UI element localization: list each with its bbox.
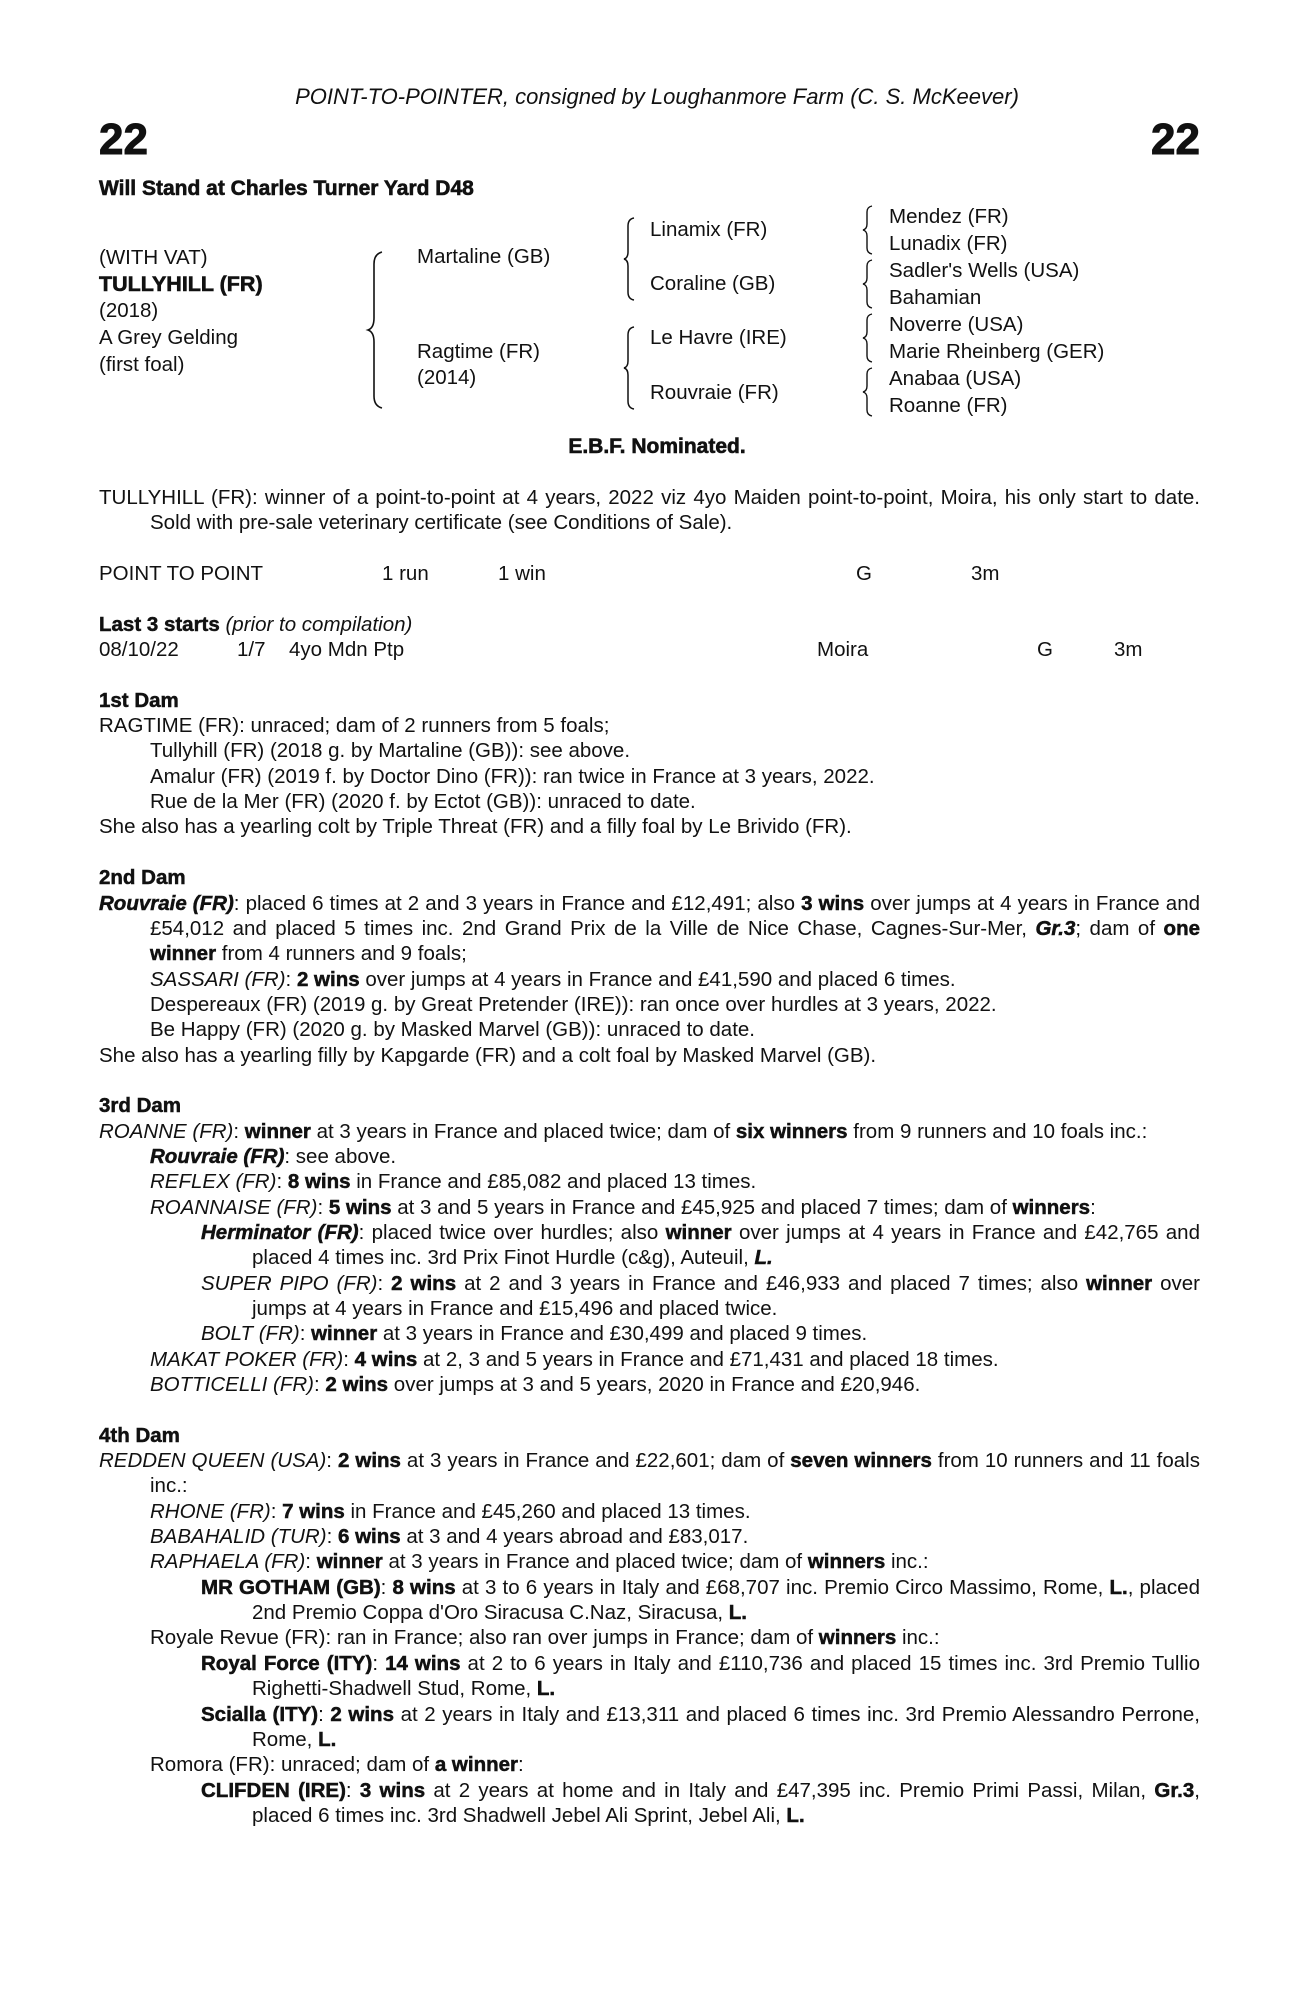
pedigree-entry — [99, 1169, 1200, 1194]
pedigree-entry — [99, 1625, 1200, 1650]
highlight-text: 2 wins — [391, 1271, 457, 1295]
pedigree-entry — [99, 814, 1200, 839]
entry-text: : placed twice over hurdles; also — [358, 1220, 666, 1244]
pedigree-entry — [99, 967, 1200, 992]
pedigree-entry — [99, 1702, 1200, 1753]
entry-text: : — [276, 1170, 288, 1194]
great-grandparent: Roanne (FR) — [889, 394, 1008, 417]
entry-text: at 3 to 6 years in Italy and £68,707 inc. Premio Circo Massimo, Rome, — [455, 1575, 1110, 1599]
highlight-text: winner — [311, 1322, 378, 1346]
start-date: 08/10/22 — [99, 638, 179, 662]
highlight-text: L. — [786, 1803, 805, 1827]
horse-year: (2018) — [99, 299, 159, 322]
start-distance: 3m — [1114, 638, 1143, 662]
entry-text: Despereaux (FR) (2019 g. by Great Pretender (IRE)): ran once over hurdles at 3 years, 2022. — [150, 992, 997, 1016]
pedigree-entry — [99, 992, 1200, 1017]
highlight-text: 3 wins — [801, 891, 865, 915]
entry-text: over jumps at 3 and 5 years, 2020 in France and £20,946. — [388, 1373, 921, 1397]
entry-text: , placed 2nd Premio Coppa d'Oro Siracusa C.Naz, Siracusa, — [252, 1575, 1200, 1625]
highlight-text: CLIFDEN (IRE) — [201, 1778, 346, 1802]
pedigree-entry — [99, 1195, 1200, 1220]
entry-text: Amalur (FR) (2019 f. by Doctor Dino (FR)): ran twice in France at 3 years, 2022. — [150, 764, 875, 788]
entry-text: at 2 years in Italy and £13,311 and placed 6 times inc. 3rd Premio Alessandro Perrone, Rome, — [252, 1702, 1200, 1751]
highlight-text: L. — [318, 1727, 337, 1751]
entry-text: Rue de la Mer (FR) (2020 f. by Ectot (GB)): unraced to date. — [150, 790, 696, 814]
sire: Martaline (GB) — [417, 245, 551, 268]
highlight-text: winner — [1086, 1271, 1153, 1295]
horse-name: Rouvraie (FR) — [99, 891, 234, 915]
entry-text: She also has a yearling colt by Triple Threat (FR) and a filly foal by Le Brivido (FR). — [99, 815, 852, 839]
entry-text: Romora (FR): unraced; dam of — [150, 1753, 435, 1777]
entry-text: over jumps at 4 years in France and £42,765 and placed 4 times inc. 3rd Prix Finot Hurdle (c&g), Auteuil, — [252, 1220, 1200, 1270]
record-wins: 1 win — [498, 562, 546, 586]
entry-text: at 3 years in France and placed twice; dam of — [382, 1550, 808, 1574]
last-starts-title: Last 3 starts — [99, 612, 220, 636]
section-heading: 2nd Dam — [99, 866, 186, 890]
race-record — [99, 561, 1200, 586]
entry-text: : — [1090, 1195, 1096, 1219]
entry-text: : — [299, 1322, 312, 1346]
entry-text: : — [317, 1195, 329, 1219]
highlight-text: 2 wins — [296, 967, 360, 991]
horse-name: REFLEX (FR) — [150, 1170, 277, 1194]
pedigree-brace-sire — [624, 216, 640, 302]
pedigree-entry — [99, 1220, 1200, 1271]
vat-note: (WITH VAT) — [99, 246, 208, 269]
entry-text: : — [305, 1550, 317, 1574]
last-starts-heading — [99, 612, 1200, 637]
highlight-text: 2 wins — [330, 1702, 394, 1726]
entry-text: : — [326, 1525, 338, 1549]
pedigree-entry — [99, 738, 1200, 763]
pedigree-entry — [99, 1549, 1200, 1574]
entry-text: : — [270, 1499, 283, 1523]
entry-text: : — [233, 1119, 245, 1143]
dam: Ragtime (FR) — [417, 340, 541, 363]
highlight-text: seven winners — [790, 1449, 932, 1473]
section-heading: 1st Dam — [99, 688, 179, 712]
entry-text: at 2, 3 and 5 years in France and £71,431 and placed 18 times. — [417, 1347, 999, 1371]
entry-text: in France and £85,082 and placed 13 times. — [350, 1170, 757, 1194]
start-course: Moira — [817, 638, 869, 662]
entry-text: over jumps at 4 years in France and £41,590 and placed 6 times. — [359, 967, 956, 991]
highlight-text: 8 wins — [392, 1575, 456, 1599]
highlight-text: 5 wins — [328, 1195, 392, 1219]
last-starts-note: (prior to compilation) — [225, 612, 413, 636]
highlight-text: winner — [244, 1119, 311, 1143]
highlight-text: 4 wins — [354, 1347, 418, 1371]
entry-text: at 3 years in France and £22,601; dam of — [400, 1449, 791, 1473]
pedigree-brace-main — [370, 250, 390, 410]
highlight-text: L. — [728, 1601, 747, 1625]
highlight-text: MR GOTHAM (GB) — [201, 1575, 381, 1599]
record-runs: 1 run — [382, 562, 429, 586]
pedigree-entry — [99, 764, 1200, 789]
pedigree-entry — [99, 1778, 1200, 1829]
entry-text: from 4 runners and 9 foals; — [216, 942, 467, 966]
horse-name: BOLT (FR) — [201, 1322, 300, 1346]
highlight-text: winner — [316, 1550, 383, 1574]
start-race: 4yo Mdn Ptp — [289, 638, 405, 662]
pedigree-entry — [99, 891, 1200, 967]
entry-text: : — [380, 1575, 393, 1599]
highlight-text: 7 wins — [282, 1499, 345, 1523]
pedigree-entry — [99, 1321, 1200, 1346]
entry-text: : see above. — [284, 1144, 397, 1168]
entry-text: from 9 runners and 10 foals inc.: — [847, 1119, 1148, 1143]
highlight-text: one winner — [150, 916, 1200, 966]
highlight-text: Gr.3 — [1154, 1778, 1195, 1802]
start-position: 1/7 — [237, 638, 266, 662]
entry-text: : — [518, 1753, 524, 1777]
horse-name: TULLYHILL (FR) — [99, 272, 263, 296]
pedigree-entry — [99, 1271, 1200, 1322]
entry-text: at 2 years at home and in Italy and £47,395 inc. Premio Primi Passi, Milan, — [425, 1778, 1155, 1802]
horse-name: Gr.3 — [1035, 916, 1076, 940]
entry-text: at 2 to 6 years in Italy and £110,736 and placed 15 times inc. 3rd Premio Tullio Righetti-Shadwell Stud, Rome, — [252, 1651, 1200, 1701]
stand-location: Will Stand at Charles Turner Yard D48 — [99, 177, 474, 200]
pedigree-entry — [99, 789, 1200, 814]
ebf-nominated: E.B.F. Nominated. — [568, 435, 746, 458]
section-heading: 3rd Dam — [99, 1094, 182, 1118]
entry-text: ; dam of — [1075, 916, 1164, 940]
highlight-text: 8 wins — [287, 1170, 351, 1194]
horse-description: A Grey Gelding — [99, 326, 239, 349]
last-start-row — [99, 637, 1200, 662]
highlight-text: L. — [536, 1677, 556, 1701]
grandparent: Coraline (GB) — [650, 272, 776, 295]
entry-text: over jumps at 4 years in France and £15,496 and placed twice. — [252, 1271, 1200, 1320]
highlight-text: winners — [818, 1626, 897, 1650]
pedigree-brace-dam — [624, 325, 640, 411]
entry-text: in France and £45,260 and placed 13 times. — [344, 1499, 751, 1523]
entry-text: : — [343, 1347, 355, 1371]
entry-text: : — [345, 1778, 360, 1802]
highlight-text: 6 wins — [337, 1525, 401, 1549]
entry-text: , placed 6 times inc. 3rd Shadwell Jebel Ali Sprint, Jebel Ali, — [252, 1778, 1200, 1827]
horse-name: SUPER PIPO (FR) — [201, 1271, 378, 1295]
horse-name: L. — [754, 1246, 773, 1270]
record-type: POINT TO POINT — [99, 562, 264, 586]
dam-section — [99, 865, 1200, 1068]
pedigree-entry — [99, 1144, 1200, 1169]
highlight-text: Royal Force (ITY) — [201, 1651, 373, 1675]
entry-text: : — [377, 1271, 392, 1295]
entry-text: Tullyhill (FR) (2018 g. by Martaline (GB)): see above. — [150, 739, 631, 763]
great-grandparent: Bahamian — [889, 286, 982, 309]
entry-text: Royale Revue (FR): ran in France; also ran over jumps in France; dam of — [150, 1626, 819, 1650]
horse-name: REDDEN QUEEN (USA) — [99, 1449, 327, 1473]
entry-text: from 10 runners and 11 foals inc.: — [150, 1449, 1200, 1498]
lot-number-right: 22 — [1151, 115, 1200, 164]
entry-text: Be Happy (FR) (2020 g. by Masked Marvel (GB)): unraced to date. — [150, 1018, 756, 1042]
entry-text: : — [314, 1373, 326, 1397]
horse-name: ROANNE (FR) — [99, 1119, 234, 1143]
entry-text: inc.: — [896, 1626, 940, 1650]
pedigree-entry — [99, 1524, 1200, 1549]
pedigree-entry — [99, 1119, 1200, 1144]
entry-text: at 3 years in France and £30,499 and placed 9 times. — [377, 1322, 868, 1346]
pedigree-entry — [99, 1499, 1200, 1524]
record-distance: 3m — [971, 562, 1000, 586]
dam-section — [99, 688, 1200, 840]
horse-name: SASSARI (FR) — [150, 967, 286, 991]
entry-text: at 3 years in France and placed twice; dam of — [310, 1119, 736, 1143]
pedigree-entry — [99, 1347, 1200, 1372]
highlight-text: 2 wins — [325, 1373, 389, 1397]
entry-text: : — [326, 1449, 338, 1473]
highlight-text: 3 wins — [359, 1778, 426, 1802]
start-going: G — [1037, 638, 1053, 662]
dam-sections — [99, 688, 1200, 1828]
grandparent: Le Havre (IRE) — [650, 326, 787, 349]
entry-text: : placed 6 times at 2 and 3 years in France and £12,491; also — [233, 891, 802, 915]
record-going: G — [856, 562, 872, 586]
entry-text: at 3 and 4 years abroad and £83,017. — [400, 1525, 749, 1549]
entry-text: : — [285, 967, 297, 991]
entry-text: at 3 and 5 years in France and £45,925 and placed 7 times; dam of — [391, 1195, 1013, 1219]
entry-text: at 2 and 3 years in France and £46,933 and placed 7 times; also — [456, 1271, 1087, 1295]
lot-number-left: 22 — [99, 115, 148, 164]
summary: TULLYHILL (FR): winner of a point-to-point at 4 years, 2022 viz 4yo Maiden point-to-point, Moira, his only start to date. Sold with pre-sale veterinary certificate (see Conditions of Sale). — [99, 486, 1200, 535]
entry-text: inc.: — [885, 1550, 929, 1574]
horse-name: Rouvraie (FR) — [150, 1144, 285, 1168]
entry-text: : — [318, 1702, 331, 1726]
horse-note: (first foal) — [99, 353, 185, 376]
highlight-text: 14 wins — [385, 1651, 461, 1675]
pedigree-braces-ggp — [862, 204, 876, 424]
great-grandparent: Lunadix (FR) — [889, 232, 1008, 255]
pedigree-entry — [99, 1575, 1200, 1626]
pedigree-entry — [99, 713, 1200, 738]
entry-text: She also has a yearling filly by Kapgarde (FR) and a colt foal by Masked Marvel (GB). — [99, 1043, 877, 1067]
highlight-text: 2 wins — [337, 1449, 401, 1473]
pedigree-entry — [99, 1017, 1200, 1042]
highlight-text: a winner — [434, 1753, 518, 1777]
entry-text: RAGTIME (FR): unraced; dam of 2 runners from 5 foals; — [99, 714, 610, 738]
great-grandparent: Marie Rheinberg (GER) — [889, 340, 1105, 363]
great-grandparent: Sadler's Wells (USA) — [889, 259, 1080, 282]
dam-section — [99, 1093, 1200, 1397]
section-heading: 4th Dam — [99, 1423, 180, 1447]
highlight-text: winners — [807, 1550, 886, 1574]
dam-year: (2014) — [417, 366, 477, 389]
highlight-text: L. — [1109, 1575, 1128, 1599]
horse-name: RAPHAELA (FR) — [150, 1550, 306, 1574]
great-grandparent: Anabaa (USA) — [889, 367, 1022, 390]
pedigree-entry — [99, 1448, 1200, 1499]
great-grandparent: Mendez (FR) — [889, 205, 1009, 228]
entry-text: over jumps at 4 years in France and £54,012 and placed 5 times inc. 2nd Grand Prix de la Ville de Nice Chase, Cagnes-Sur-Mer, — [150, 891, 1200, 940]
grandparent: Linamix (FR) — [650, 218, 768, 241]
highlight-text: winners — [1012, 1195, 1091, 1219]
pedigree-entry — [99, 1651, 1200, 1702]
pedigree-entry — [99, 1752, 1200, 1777]
horse-name: Herminator (FR) — [201, 1220, 359, 1244]
great-grandparent: Noverre (USA) — [889, 313, 1024, 336]
highlight-text: six winners — [735, 1119, 848, 1143]
pedigree-entry — [99, 1043, 1200, 1068]
entry-text: : — [372, 1651, 386, 1675]
horse-name: BABAHALID (TUR) — [150, 1525, 327, 1549]
catalogue-body — [99, 485, 1200, 1828]
horse-name: BOTTICELLI (FR) — [150, 1373, 315, 1397]
dam-section — [99, 1423, 1200, 1829]
horse-name: ROANNAISE (FR) — [150, 1195, 318, 1219]
grandparent: Rouvraie (FR) — [650, 381, 779, 404]
highlight-text: Scialla (ITY) — [201, 1702, 319, 1726]
horse-name: MAKAT POKER (FR) — [150, 1347, 344, 1371]
horse-name: RHONE (FR) — [150, 1499, 271, 1523]
consignment-line: POINT-TO-POINTER, consigned by Loughanmore Farm (C. S. McKeever) — [295, 84, 1019, 109]
highlight-text: winner — [665, 1220, 732, 1244]
pedigree-entry — [99, 1372, 1200, 1397]
